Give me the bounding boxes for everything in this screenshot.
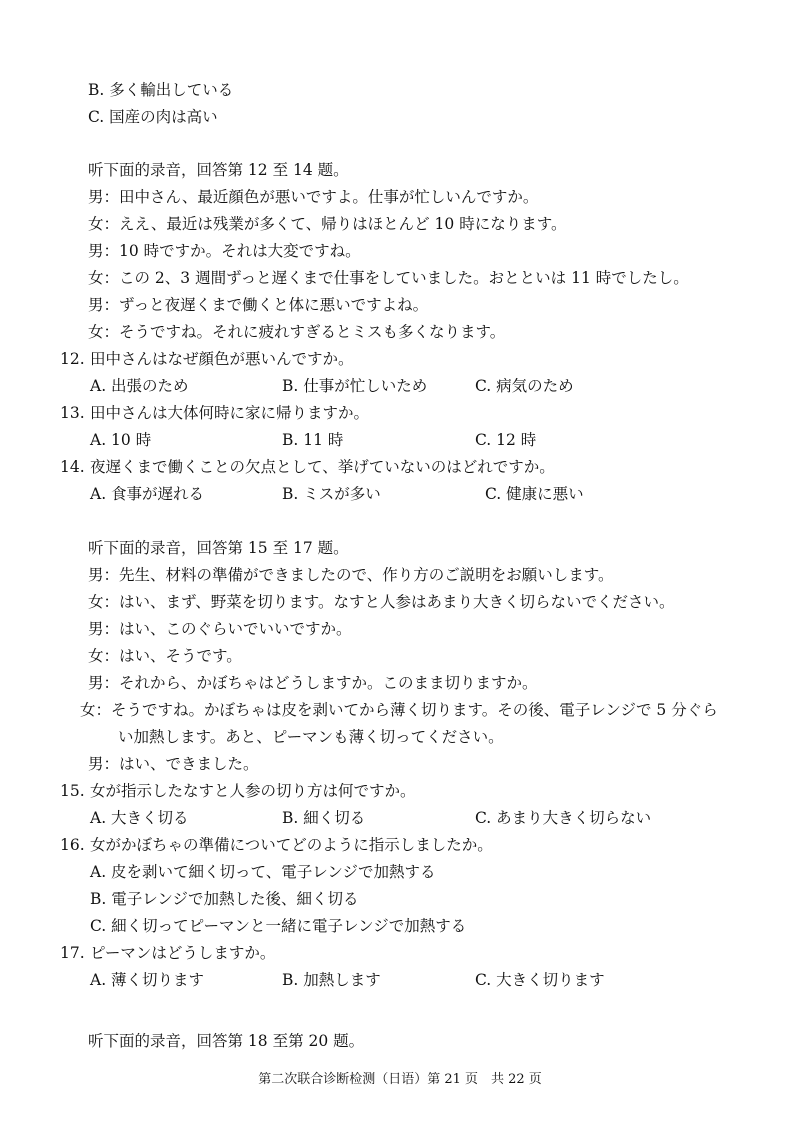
question-text-13: 田中さんは大体何時に家に帰りますか。 (90, 404, 370, 422)
q13-option-c: C. 12 時 (475, 431, 537, 449)
question-text-14: 夜遅くまで働くことの欠点として、挙げていないのはどれですか。 (90, 458, 555, 476)
q16-option-b: B. 電子レンジで加熱した後、細く切る (90, 890, 359, 908)
q17-option-b: B. 加熱します (282, 971, 381, 989)
dialogue-line: 男：ずっと夜遅くまで働くと体に悪いですよね。 (88, 296, 429, 314)
dialogue-line: 女：はい、まず、野菜を切ります。なすと人参はあまり大きく切らないでください。 (88, 593, 675, 611)
dialogue-line: 男：先生、材料の準備ができましたので、作り方のご説明をお願いします。 (88, 566, 614, 584)
question-text-16: 女がかぼちゃの準備についてどのように指示しましたか。 (90, 836, 493, 854)
q12-option-a: A. 出張のため (90, 377, 189, 395)
q15-option-b: B. 細く切る (282, 809, 366, 827)
dialogue-line: 男：それから、かぼちゃはどうしますか。このまま切りますか。 (88, 674, 538, 692)
q15-option-c: C. あまり大きく切らない (475, 809, 652, 827)
dialogue-line-continuation: い加熱します。あと、ピーマンも薄く切ってください。 (118, 728, 504, 746)
question-text-17: ピーマンはどうしますか。 (90, 944, 276, 962)
instruction-15-17: 听下面的录音，回答第 15 至 17 题。 (88, 539, 349, 557)
dialogue-line: 男：10 時ですか。それは大変ですね。 (88, 242, 361, 260)
question-text-12: 田中さんはなぜ顔色が悪いんですか。 (90, 350, 354, 368)
q14-option-b: B. ミスが多い (282, 485, 381, 503)
q12-option-c: C. 病気のため (475, 377, 574, 395)
q14-option-a: A. 食事が遅れる (90, 485, 205, 503)
q17-option-a: A. 薄く切ります (90, 971, 205, 989)
q15-option-a: A. 大きく切る (90, 809, 189, 827)
dialogue-line: 女：そうですね。かぼちゃは皮を剥いてから薄く切ります。その後、電子レンジで 5 分ぐら (80, 701, 718, 719)
page-footer: 第二次联合诊断检测（日语）第 21 页 共 22 页 (258, 1072, 542, 1087)
question-number-13: 13. (60, 404, 85, 422)
question-text-15: 女が指示したなすと人参の切り方は何ですか。 (90, 782, 416, 800)
question-number-12: 12. (60, 350, 85, 368)
dialogue-line: 男：はい、できました。 (88, 755, 259, 773)
instruction-12-14: 听下面的录音，回答第 12 至 14 题。 (88, 161, 349, 179)
q16-option-c: C. 細く切ってピーマンと一緒に電子レンジで加熱する (90, 917, 467, 935)
dialogue-line: 女：この 2、3 週間ずっと遅くまで仕事をしていました。おとといは 11 時でしたし。 (88, 269, 689, 287)
question-number-15: 15. (60, 782, 85, 800)
q12-option-b: B. 仕事が忙しいため (282, 377, 428, 395)
dialogue-line: 男：田中さん、最近顔色が悪いですよ。仕事が忙しいんですか。 (88, 188, 539, 206)
dialogue-line: 女：そうですね。それに疲れすぎるとミスも多くなります。 (88, 323, 506, 341)
dialogue-line: 女：ええ、最近は残業が多くて、帰りはほとんど 10 時になります。 (88, 215, 567, 233)
prev-option-c: C. 国産の肉は高い (88, 108, 218, 126)
q16-option-a: A. 皮を剥いて細く切って、電子レンジで加熱する (90, 863, 436, 881)
dialogue-line: 男：はい、このぐらいでいいですか。 (88, 620, 352, 638)
question-number-17: 17. (60, 944, 85, 962)
q17-option-c: C. 大きく切ります (475, 971, 605, 989)
q13-option-b: B. 11 時 (282, 431, 344, 449)
q13-option-a: A. 10 時 (90, 431, 152, 449)
question-number-16: 16. (60, 836, 85, 854)
dialogue-line: 女：はい、そうです。 (88, 647, 242, 665)
q14-option-c: C. 健康に悪い (485, 485, 584, 503)
prev-option-b: B. 多く輸出している (88, 81, 234, 99)
question-number-14: 14. (60, 458, 85, 476)
instruction-18-20: 听下面的录音，回答第 18 至第 20 题。 (88, 1032, 365, 1050)
